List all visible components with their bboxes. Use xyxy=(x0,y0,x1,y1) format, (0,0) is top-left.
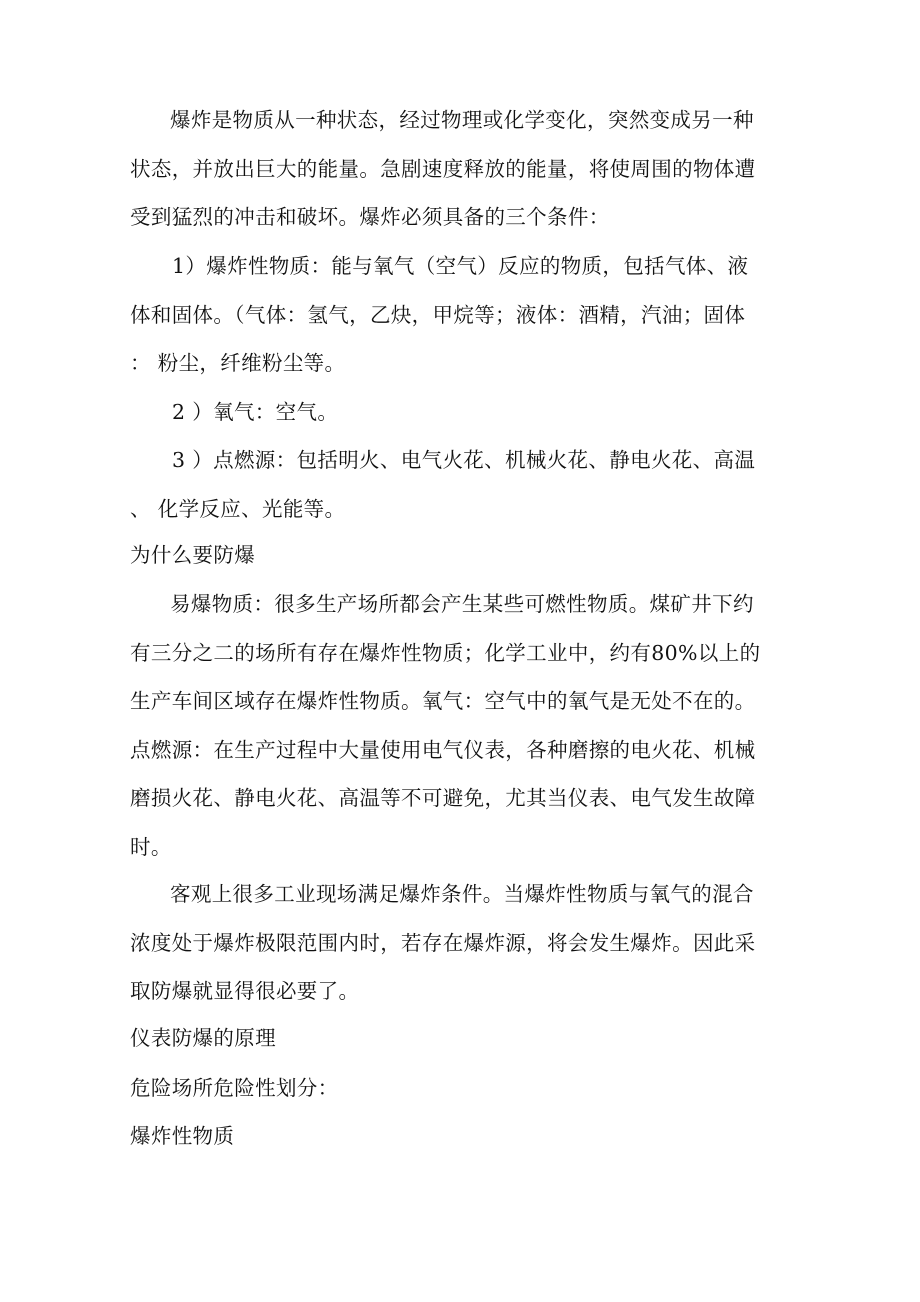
conclusion-line-2: 浓度处于爆炸极限范围内时，若存在爆炸源，将会发生爆炸。因此采 xyxy=(130,930,756,955)
why-line-1: 易爆物质：很多生产场所都会产生某些可燃性物质。煤矿井下约 xyxy=(170,592,754,616)
condition-2-line-1: 2 ）氧气：空气。 xyxy=(172,400,339,424)
intro-line-1: 爆炸是物质从一种状态，经过物理或化学变化，突然变成另一种 xyxy=(170,108,754,132)
why-line-4: 点燃源：在生产过程中大量使用电气仪表，各种磨擦的电火花、机械 xyxy=(130,737,756,762)
why-line-3: 生产车间区域存在爆炸性物质。氧气：空气中的氧气是无处不在的。 xyxy=(130,689,756,713)
condition-1-line-2: 体和固体。（气体：氢气，乙炔，甲烷等；液体：酒精，汽油；固体 xyxy=(130,302,746,327)
why-line-2: 有三分之二的场所有存在爆炸性物质；化学工业中，约有80%以上的 xyxy=(130,640,761,665)
heading-explosive-substances: 爆炸性物质 xyxy=(130,1124,235,1148)
why-line-5: 磨损火花、静电火花、高温等不可避免，尤其当仪表、电气发生故障 xyxy=(130,786,756,810)
condition-1-paragraph xyxy=(130,242,782,388)
condition-1-line-1: 1）爆炸性物质：能与氧气（空气）反应的物质，包括气体、液 xyxy=(172,254,749,278)
why-line-6: 时。 xyxy=(130,834,172,859)
condition-3-paragraph xyxy=(130,436,782,533)
condition-3-line-2: 、 化学反应、光能等。 xyxy=(130,496,346,521)
condition-2-paragraph xyxy=(130,388,782,437)
intro-line-3: 受到猛烈的冲击和破坏。爆炸必须具备的三个条件： xyxy=(130,205,610,229)
heading-why-explosion-proof: 为什么要防爆 xyxy=(130,543,256,567)
condition-3-line-1: 3 ）点燃源：包括明火、电气火花、机械火花、静电火花、高温 xyxy=(172,448,756,472)
heading-instrument-principle: 仪表防爆的原理 xyxy=(130,1026,276,1050)
heading-hazard-classification: 危险场所危险性划分： xyxy=(130,1076,339,1100)
conclusion-line-1: 客观上很多工业现场满足爆炸条件。当爆炸性物质与氧气的混合 xyxy=(170,882,754,906)
condition-1-line-3: ： 粉尘，纤维粉尘等。 xyxy=(130,351,346,375)
conclusion-paragraph xyxy=(130,870,782,1016)
why-paragraph xyxy=(130,580,782,871)
intro-line-2: 状态，并放出巨大的能量。急剧速度释放的能量，将使周围的物体遭 xyxy=(130,156,756,181)
conclusion-line-3: 取防爆就显得很必要了。 xyxy=(130,979,360,1003)
intro-paragraph xyxy=(130,96,782,242)
